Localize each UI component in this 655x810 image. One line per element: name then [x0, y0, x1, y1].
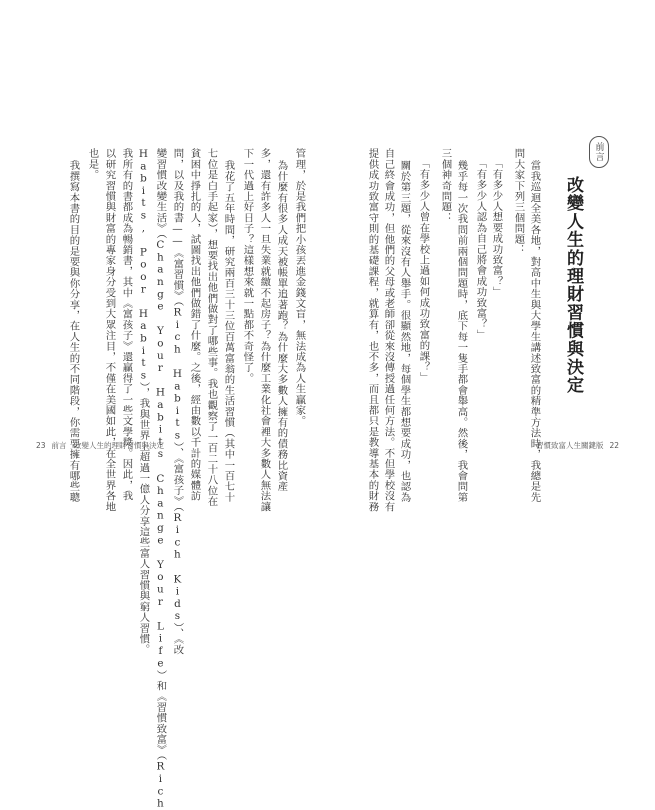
footer-right-label: 習慣致富人生關鍵版: [536, 441, 604, 450]
right-line-6: 三個神奇問題：: [439, 148, 452, 223]
footer-left: [36, 440, 164, 451]
right-line-10: 提供成功致富守則的基礎課程，就算有，也不多，而且都只是教導基本的財務: [366, 148, 379, 512]
right-line-2: 問大家下列三個問題：: [512, 148, 525, 255]
left-line-12: 以研究習慣與財富的專家身分受到大眾注目，不僅在美國如此，在全世界各地: [103, 148, 116, 512]
left-line-11: 我所有的書都成為暢銷書，其中《富孩子》還贏得了一些文學獎。因此，我: [120, 148, 133, 502]
right-line-7: 「有多少人曾在學校上過如何成功致富的課？」: [417, 158, 430, 383]
left-line-1: 管理，於是我們把小孩丟進金錢文盲，無法成為人生贏家。: [293, 148, 306, 427]
page-number-left: 23: [36, 441, 46, 450]
footer-right: [536, 440, 619, 451]
left-line-6: 七位是白手起家），想要找出他們做對了哪些事。我也觀察了一百二十八位在: [205, 148, 218, 507]
right-line-8: 關於第三題，從來沒有人舉手。很顯然地，每個學生都想要成功，也認為: [398, 160, 411, 503]
page-number-right: 22: [609, 441, 620, 450]
right-line-3: 「有多少人想要成功致富？」: [490, 158, 503, 298]
left-line-4: 下一代過上好日子？這樣想來就一點都不奇怪了。: [241, 148, 254, 384]
right-line-1: 當我巡迴全美各地，對高中生與大學生講述致富的精準方法時，我總是先: [528, 160, 541, 503]
left-line-7: 貧困中掙扎的人，試圖找出他們做錯了什麼。之後，經由數以千計的媒體訪: [188, 148, 201, 502]
preface-label: 前言: [593, 142, 604, 162]
chapter-title: 改變人生的理財習慣與決定: [563, 176, 583, 395]
left-line-8: 問，以及我的書——《富習慣》（Rich Habits）、《富孩子》（Rich Kids）、《改: [171, 148, 184, 655]
right-line-5: 幾乎每一次我問前兩個問題時，底下每一隻手都會舉高。然後，我會問第: [455, 160, 468, 503]
left-line-2: 為什麼有很多人成天被帳單追著跑？為什麼大多數人擁有的債務比資產: [275, 160, 288, 492]
left-line-9: 變習慣改變生活》（Change Your Habits Change Your Life）和《習慣致富》（Rich: [154, 148, 167, 810]
left-line-13: 也是。: [86, 148, 99, 181]
preface-badge: [589, 136, 609, 168]
footer-left-label: 前言 改變人生的理財習慣與決定: [51, 441, 165, 450]
left-line-3: 多，還有許多人一旦失業就繳不起房子？為什麼工業化社會裡大多數人無法讓: [258, 148, 271, 512]
right-line-9: 自己終會成功，但他們的父母或老師卻從來沒傳授過任何方法。不但學校沒有: [382, 148, 395, 512]
left-line-10: Habits, Poor Habits），我與世界上超過一億人分享這些富人習慣與窮人習慣。: [137, 148, 150, 655]
left-line-5: 我花了五年時間，研究兩百三十三位百萬富翁的生活習慣（其中一百七十: [222, 160, 235, 503]
left-line-14: 我撰寫本書的目的是要與你分享，在人生的不同階段，你需要擁有哪些聰: [67, 160, 80, 503]
right-line-4: 「有多少人認為自己將會成功致富？」: [474, 158, 487, 340]
